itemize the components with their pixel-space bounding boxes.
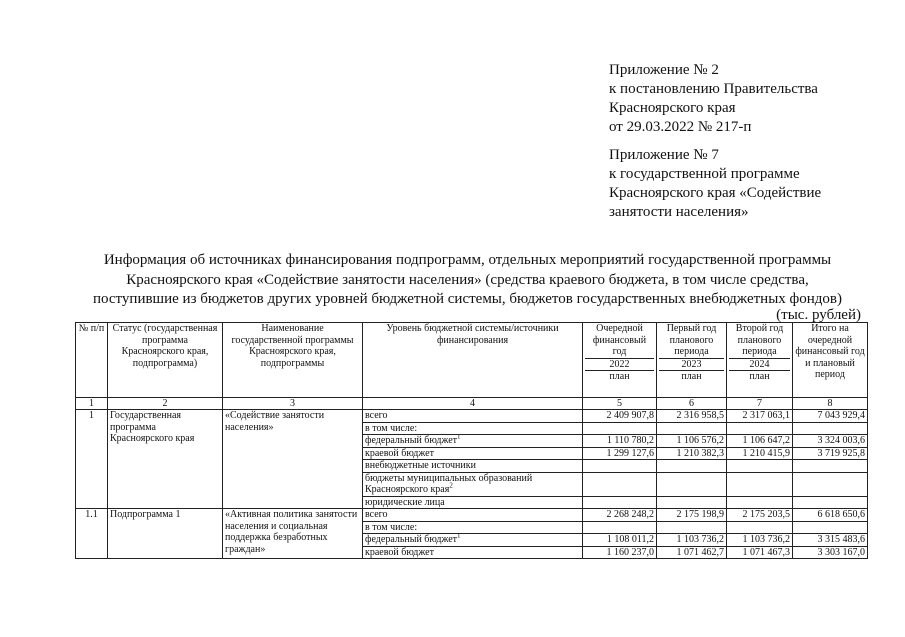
group-name: «Содействие занятости населения» (223, 410, 363, 509)
value-total (793, 422, 868, 435)
column-number: 1 (76, 398, 108, 410)
appendix-line: Приложение № 7 (609, 147, 719, 163)
value-total (793, 496, 868, 509)
header-year-value: 2023 (659, 358, 724, 372)
value-v3 (727, 460, 793, 473)
appendix-line: занятости населения» (609, 204, 749, 220)
header-total: Итого на очередной финансовый год и плановый период (793, 323, 868, 398)
budget-level-cell (363, 435, 583, 448)
appendix-7-block (609, 146, 899, 222)
title-line: Информация об источниках финансирования подпрограмм, отдельных мероприятий государственной программы (103, 252, 832, 268)
value-v2 (657, 422, 727, 435)
header-year-value: 2024 (729, 358, 790, 372)
budget-level-cell (363, 534, 583, 547)
column-number-row (76, 398, 868, 410)
footnote-marker: 2 (449, 481, 453, 490)
value-v1 (583, 472, 657, 496)
value-v3: 1 071 467,3 (727, 546, 793, 559)
value-v3 (727, 521, 793, 534)
appendix-line: к постановлению Правительства (609, 81, 818, 97)
value-v1: 1 160 237,0 (583, 546, 657, 559)
budget-level-cell (363, 410, 583, 423)
value-v1: 2 268 248,2 (583, 509, 657, 522)
budget-level-label: юридические лица (365, 496, 445, 508)
title-line: поступившие из бюджетов других уровней бюджетной системы, бюджетов государственных внебюджетных фондов) (93, 291, 842, 307)
value-v1: 2 409 907,8 (583, 410, 657, 423)
value-v1 (583, 496, 657, 509)
appendix-line: к государственной программе (609, 166, 800, 182)
budget-level-cell (363, 546, 583, 559)
budget-level-cell (363, 509, 583, 522)
footnote-marker: 1 (457, 533, 461, 540)
value-v2: 1 210 382,3 (657, 447, 727, 460)
appendix-2-block (609, 61, 899, 137)
value-v2 (657, 472, 727, 496)
column-number: 4 (363, 398, 583, 410)
header-year-sub: план (681, 371, 702, 382)
header-year-title: Второй год планового периода (735, 323, 784, 357)
header-status: Статус (государственная программа Красноярского края, подпрограмма) (108, 323, 223, 398)
value-total: 3 303 167,0 (793, 546, 868, 559)
appendix-line: Приложение № 2 (609, 62, 719, 78)
value-v3: 2 317 063,1 (727, 410, 793, 423)
budget-level-label: федеральный бюджет (365, 534, 458, 545)
budget-level-label: бюджеты муниципальных образований Красноярского края (365, 472, 533, 495)
value-total (793, 521, 868, 534)
group-number: 1.1 (76, 509, 108, 559)
value-v2: 1 106 576,2 (657, 435, 727, 448)
value-total: 6 618 650,6 (793, 509, 868, 522)
value-v3 (727, 472, 793, 496)
header-year-sub: план (749, 371, 770, 382)
value-v3 (727, 496, 793, 509)
value-v1 (583, 521, 657, 534)
group-name: «Активная политика занятости населения и социальная поддержка безработных граждан» (223, 509, 363, 559)
value-v2: 1 103 736,2 (657, 534, 727, 547)
budget-level-label: в том числе: (365, 521, 418, 533)
budget-level-label: всего (365, 410, 388, 421)
footnote-marker: 1 (457, 434, 461, 441)
value-v1: 1 110 780,2 (583, 435, 657, 448)
value-v3: 1 210 415,9 (727, 447, 793, 460)
value-v3: 1 106 647,2 (727, 435, 793, 448)
value-v1 (583, 460, 657, 473)
group-status: Государственная программа Красноярского края (108, 410, 223, 509)
column-number: 8 (793, 398, 868, 410)
budget-level-cell (363, 422, 583, 435)
table-row (76, 509, 868, 522)
appendix-line: Красноярского края «Содействие (609, 185, 822, 201)
budget-level-label: краевой бюджет (365, 546, 434, 558)
value-v2 (657, 496, 727, 509)
value-total (793, 472, 868, 496)
budget-level-label: внебюджетные источники (365, 460, 476, 471)
budget-level-label: всего (365, 509, 388, 520)
header-year-2 (657, 323, 727, 398)
header-name: Наименование государственной программы Красноярского края, подпрограммы (223, 323, 363, 398)
column-number: 3 (223, 398, 363, 410)
document-title (60, 251, 875, 310)
group-number: 1 (76, 410, 108, 509)
table-row (76, 410, 868, 423)
header-num: № п/п (76, 323, 108, 398)
value-v2 (657, 460, 727, 473)
header-row (76, 323, 868, 398)
header-year-3 (727, 323, 793, 398)
value-v1: 1 108 011,2 (583, 534, 657, 547)
budget-level-cell (363, 460, 583, 473)
value-v2: 1 071 462,7 (657, 546, 727, 559)
value-total: 3 315 483,6 (793, 534, 868, 547)
value-total: 3 324 003,6 (793, 435, 868, 448)
title-line: Красноярского края «Содействие занятости населения» (средства краевого бюджета, в том числе средства, (126, 271, 809, 288)
header-year-value: 2022 (585, 358, 654, 372)
budget-level-label: в том числе: (365, 422, 418, 434)
budget-level-cell (363, 472, 583, 496)
budget-level-cell (363, 496, 583, 509)
header-year-title: Первый год планового периода (666, 323, 717, 357)
column-number: 2 (108, 398, 223, 410)
budget-level-cell (363, 521, 583, 534)
budget-level-label: федеральный бюджет (365, 435, 458, 446)
value-v2: 2 175 198,9 (657, 509, 727, 522)
header-year-sub: план (609, 371, 630, 382)
value-v1: 1 299 127,6 (583, 447, 657, 460)
column-number: 7 (727, 398, 793, 410)
value-v3: 1 103 736,2 (727, 534, 793, 547)
value-v1 (583, 422, 657, 435)
unit-label: (тыс. рублей) (776, 307, 861, 323)
value-v3: 2 175 203,5 (727, 509, 793, 522)
appendix-line: от 29.03.2022 № 217-п (609, 119, 752, 135)
appendix-line: Красноярского края (609, 100, 736, 116)
column-number: 6 (657, 398, 727, 410)
value-total: 3 719 925,8 (793, 447, 868, 460)
column-number: 5 (583, 398, 657, 410)
budget-level-cell (363, 447, 583, 460)
value-v3 (727, 422, 793, 435)
group-status: Подпрограмма 1 (108, 509, 223, 559)
header-year-title: Очередной финансовый год (592, 323, 647, 357)
header-year-1 (583, 323, 657, 398)
value-total: 7 043 929,4 (793, 410, 868, 423)
value-v2 (657, 521, 727, 534)
value-total (793, 460, 868, 473)
financing-table (75, 322, 868, 559)
budget-level-label: краевой бюджет (365, 447, 434, 459)
header-level: Уровень бюджетной системы/источники финансирования (363, 323, 583, 398)
value-v2: 2 316 958,5 (657, 410, 727, 423)
